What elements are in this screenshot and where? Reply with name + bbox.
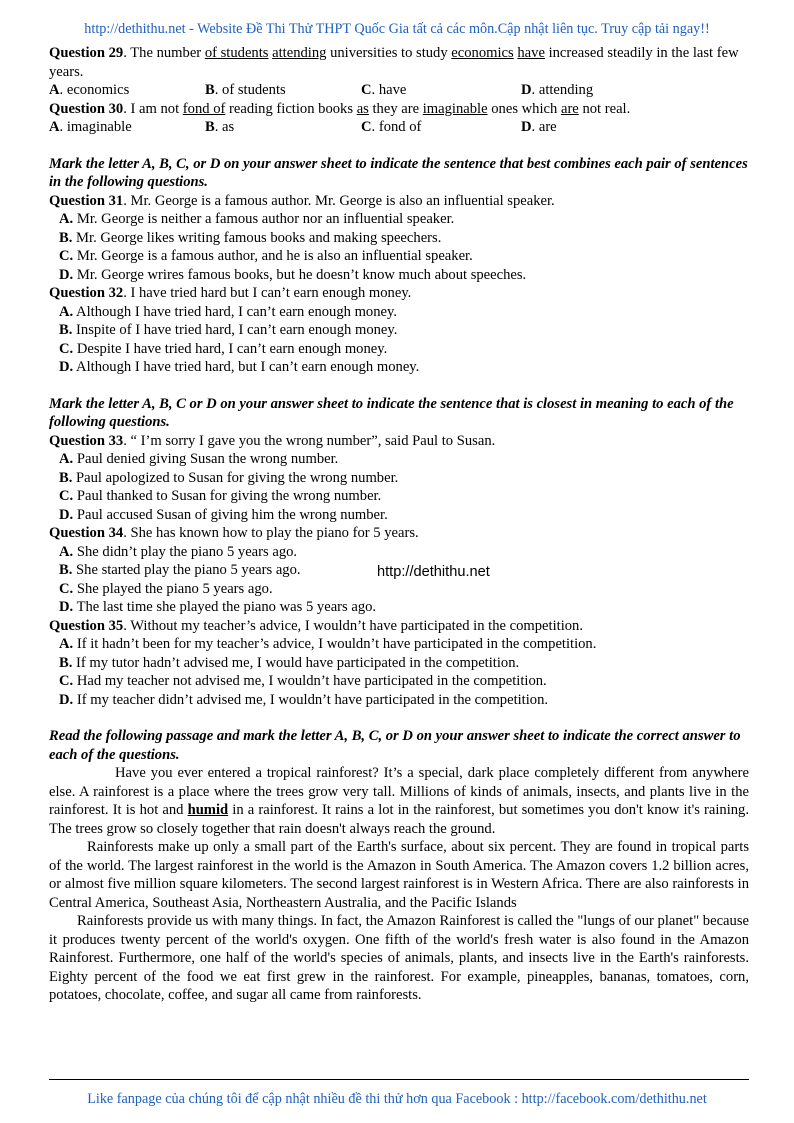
- question-31: Question 31. Mr. George is a famous author. Mr. George is also an influential speaker.: [49, 192, 555, 209]
- section-instruction-closest-meaning: Mark the letter A, B, C or D on your answer sheet to indicate the sentence that is closest in meaning to each of the following questions.: [49, 395, 734, 430]
- question-29-options: [49, 81, 749, 100]
- option-a[interactable]: A. economics: [49, 82, 130, 98]
- option-a[interactable]: A. imaginable: [49, 119, 132, 135]
- page-header-link[interactable]: http://dethithu.net - Website Đề Thi Thử THPT Quốc Gia tất cả các môn.Cập nhật liên tục. Truy cập tải ngay!!: [84, 21, 710, 37]
- option-b[interactable]: B. Inspite of I have tried hard, I can’t earn enough money.: [59, 322, 398, 338]
- option-c[interactable]: C. Mr. George is a famous author, and he is also an influential speaker.: [59, 248, 473, 264]
- option-c[interactable]: C. Paul thanked to Susan for giving the wrong number.: [59, 488, 382, 504]
- question-32-options: [49, 303, 749, 377]
- question-33: Question 33. “ I’m sorry I gave you the wrong number”, said Paul to Susan.: [49, 432, 496, 449]
- passage-paragraph-3: Rainforests provide us with many things. In fact, the Amazon Rainforest is called the "lungs of our planet" because it produces twenty percent of the world's oxygen. One fifth of the world's fresh water is also found in the Amazon Rainforest. Furthermore, one half of the world's species of animals, plants, and insects live in the Earth's rainforests. Eighty percent of the food we eat first grew in the rainforest. For example, pineapples, bananas, tomatoes, corn, potatoes, chocolate, coffee, and sugar all came from rainforests.: [49, 913, 749, 1003]
- underlined-d: have: [517, 45, 545, 61]
- question-33-options: [49, 450, 749, 524]
- underlined-c: economics: [451, 45, 514, 61]
- highlighted-word: humid: [187, 802, 229, 818]
- question-32: Question 32. I have tried hard but I can’t earn enough money.: [49, 285, 412, 301]
- option-d[interactable]: D. Although I have tried hard, but I can’t earn enough money.: [59, 359, 420, 375]
- section-instruction-combine: Mark the letter A, B, C, or D on your answer sheet to indicate the sentence that best combines each pair of sentences in the following questions.: [49, 155, 748, 190]
- reading-passage: [49, 764, 749, 1005]
- question-29-number: Question 29: [49, 45, 124, 61]
- question-30-options: [49, 118, 749, 137]
- option-a[interactable]: A. If it hadn’t been for my teacher’s advice, I wouldn’t have participated in the competition.: [59, 636, 597, 652]
- option-b[interactable]: B. She started play the piano 5 years ago.: [59, 562, 301, 578]
- option-c[interactable]: C. fond of: [361, 119, 422, 135]
- footer-divider: [49, 1079, 749, 1080]
- question-29: Question 29. The number of students attending universities to study economics have increased steadily in the last few years.: [49, 45, 739, 80]
- passage-paragraph-1: Have you ever entered a tropical rainforest? It’s a special, dark place completely different from anywhere else. A rainforest is a place where the trees grow very tall. Millions of kinds of animals, insects, and plants live in the rainforest. It is hot and humid in a rainforest. It rains a lot in the rainforest, but sometimes you don't know it's raining. The trees grow so closely together that rain doesn't always reach the ground.: [49, 765, 749, 837]
- question-31-options: [49, 210, 749, 284]
- option-c[interactable]: C. She played the piano 5 years ago.: [59, 580, 273, 597]
- question-35-options: [49, 635, 749, 709]
- option-b[interactable]: B. Mr. George likes writing famous books and making speechers.: [59, 229, 442, 246]
- option-b[interactable]: B. of students: [205, 82, 286, 98]
- option-d[interactable]: D. Paul accused Susan of giving him the wrong number.: [59, 506, 388, 523]
- question-35: Question 35. Without my teacher’s advice, I wouldn’t have participated in the competition.: [49, 617, 583, 634]
- option-a[interactable]: A. Mr. George is neither a famous author nor an influential speaker.: [59, 211, 455, 227]
- option-c[interactable]: C. Had my teacher not advised me, I wouldn’t have participated in the competition.: [59, 673, 547, 689]
- question-30-number: Question 30: [49, 100, 124, 117]
- option-d[interactable]: D. are: [521, 119, 557, 135]
- option-b[interactable]: B. Paul apologized to Susan for giving the wrong number.: [59, 469, 399, 486]
- option-d[interactable]: D. Mr. George wrires famous books, but he doesn’t know much about speeches.: [59, 266, 527, 283]
- option-c[interactable]: C. Despite I have tried hard, I can’t earn enough money.: [59, 340, 388, 357]
- option-c[interactable]: C. have: [361, 82, 407, 98]
- option-b[interactable]: B. as: [205, 119, 235, 135]
- underlined-a: of students: [204, 45, 269, 61]
- option-a[interactable]: A. Although I have tried hard, I can’t earn enough money.: [59, 303, 398, 320]
- option-b[interactable]: B. If my tutor hadn’t advised me, I would have participated in the competition.: [59, 654, 520, 671]
- underlined-b: attending: [272, 45, 327, 61]
- option-a[interactable]: A. She didn’t play the piano 5 years ago.: [59, 543, 298, 560]
- section-instruction-reading: Read the following passage and mark the letter A, B, C, or D on your answer sheet to indicate the correct answer to each of the questions.: [49, 728, 741, 763]
- exam-content: [49, 44, 749, 1005]
- option-d[interactable]: D. attending: [521, 82, 594, 98]
- question-30: Question 30. I am not fond of reading fiction books as they are imaginable ones which are not real.: [49, 100, 631, 117]
- watermark-url: http://dethithu.net: [377, 564, 490, 580]
- question-34: Question 34. She has known how to play the piano for 5 years.: [49, 525, 419, 541]
- passage-paragraph-2: Rainforests make up only a small part of the Earth's surface, about six percent. They are found in tropical parts of the world. The largest rainforest in the world is the Amazon in South America. The Amazon covers 1.2 billion acres, or almost five million square kilometers. The second largest rainforest is in Western Africa. There are also rainforests in Central America, Southeast Asia, Northeastern Australia, and the Pacific Islands: [49, 839, 749, 911]
- footer-link[interactable]: Like fanpage của chúng tôi để cập nhật nhiều đề thi thử hơn qua Facebook : http://facebook.com/dethithu.net: [87, 1091, 707, 1107]
- option-d[interactable]: D. The last time she played the piano was 5 years ago.: [59, 599, 377, 615]
- option-a[interactable]: A. Paul denied giving Susan the wrong number.: [59, 451, 339, 467]
- option-d[interactable]: D. If my teacher didn’t advised me, I wouldn’t have participated in the competition.: [59, 691, 549, 708]
